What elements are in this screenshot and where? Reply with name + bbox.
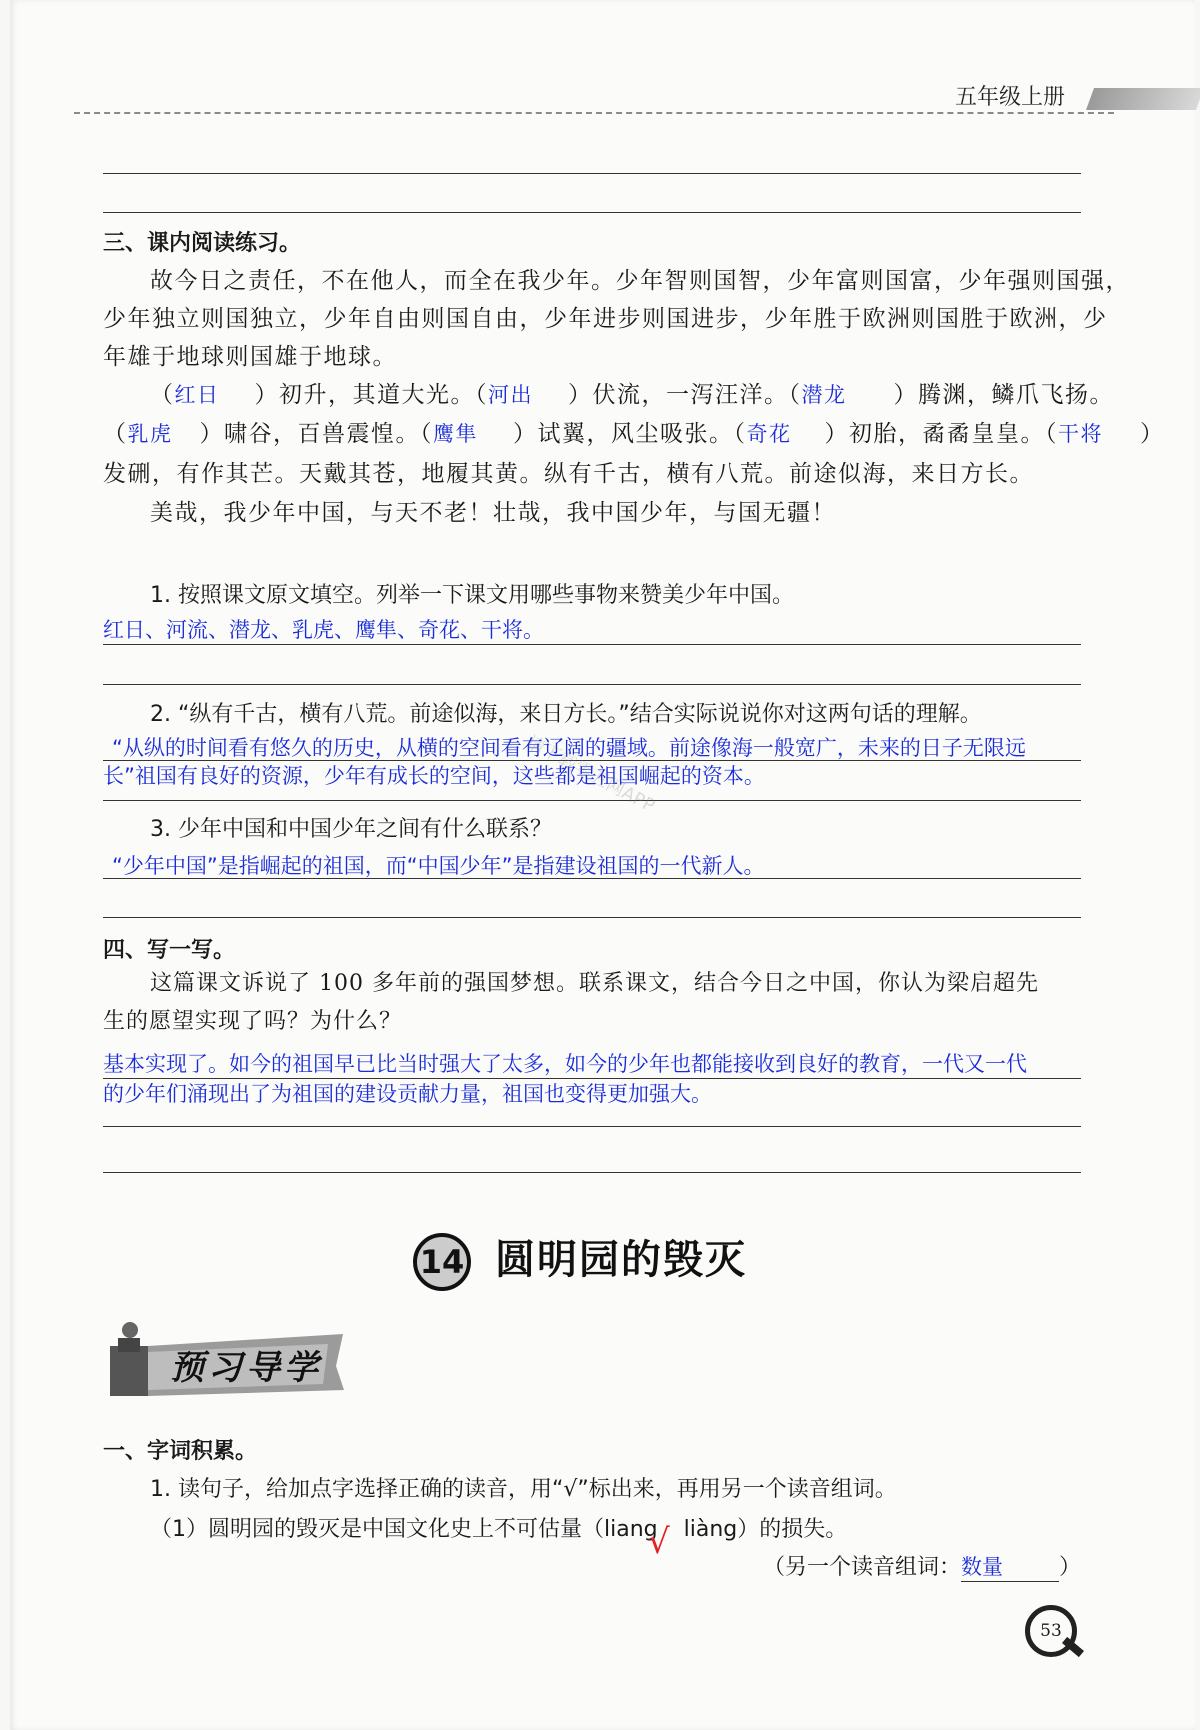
fill-blank[interactable]: 红日	[174, 383, 220, 407]
answer-line	[103, 878, 1081, 879]
header-rule	[74, 112, 1114, 114]
answer-2-line-1[interactable]: “从纵的时间看有悠久的历史，从横的空间看有辽阔的疆域。前途像海一般宽广，未来的日子无限远	[112, 736, 1026, 760]
passage-line: 少年独立则国独立，少年自由则国自由，少年进步则国进步，少年胜于欧洲则国胜于欧洲，少	[103, 306, 1108, 332]
pinyin-option[interactable]: liàng	[683, 1517, 738, 1542]
answer-3[interactable]: “少年中国”是指崛起的祖国，而“中国少年”是指建设祖国的一代新人。	[112, 854, 765, 878]
writing-answer-line-2[interactable]: 的少年们涌现出了为祖国的建设贡献力量，祖国也变得更加强大。	[103, 1082, 712, 1106]
pinyin-option[interactable]: liang	[604, 1517, 658, 1542]
passage-fill-line: （乳虎 ）啸谷，百兽震惶。（鹰隼 ）试翼，风尘吸张。（奇花 ）初胎，矞矞皇皇。（干将 ）	[103, 415, 1165, 453]
answer-line	[103, 1126, 1081, 1127]
check-mark: √	[648, 1522, 670, 1562]
answer-line	[103, 212, 1081, 213]
answer-line	[103, 684, 1081, 685]
fill-blank[interactable]: 乳虎	[127, 422, 173, 446]
page-number: 53	[1025, 1605, 1077, 1657]
answer-line	[103, 1078, 1081, 1079]
other-reading-word: （另一个读音组词：数量 ）	[763, 1550, 1081, 1582]
lesson-number-badge: 14	[413, 1233, 471, 1291]
answer-line	[103, 644, 1081, 645]
passage-line: 故今日之责任，不在他人，而全在我少年。少年智则国智，少年富则国富，少年强则国强，	[150, 268, 1130, 294]
writing-prompt: 这篇课文诉说了 100 多年前的强国梦想。联系课文，结合今日之中国，你认为梁启超先	[150, 971, 1039, 996]
fill-blank[interactable]: 奇花	[746, 422, 792, 446]
other-reading-answer[interactable]: 数量	[961, 1551, 1059, 1582]
writing-answer-line-1[interactable]: 基本实现了。如今的祖国早已比当时强大了太多，如今的少年也都能接收到良好的教育，一代又一代	[103, 1052, 1027, 1076]
question-2: 2. “纵有千古，横有八荒。前途似海，来日方长。”结合实际说说你对这两句话的理解。	[150, 702, 982, 727]
question-3: 3. 少年中国和中国少年之间有什么联系？	[150, 817, 552, 842]
section-heading-vocab: 一、字词积累。	[103, 1439, 258, 1464]
section-heading-writing: 四、写一写。	[103, 938, 236, 963]
answer-line	[103, 1172, 1081, 1173]
section-heading-reading: 三、课内阅读练习。	[103, 231, 302, 256]
fill-blank[interactable]: 河出	[488, 383, 533, 407]
answer-1[interactable]: 红日、河流、潜龙、乳虎、鹰隼、奇花、干将。	[103, 618, 544, 642]
vocab-item-1: （1）圆明园的毁灭是中国文化史上不可估量（liang liàng）的损失。	[150, 1517, 848, 1542]
passage-line: 美哉，我少年中国，与天不老！壮哉，我中国少年，与国无疆！	[150, 500, 836, 526]
header-tab-decoration	[1086, 88, 1200, 110]
preview-banner-label: 预习导学	[170, 1348, 322, 1388]
answer-line	[103, 917, 1081, 918]
writing-prompt: 生的愿望实现了吗？为什么？	[103, 1009, 403, 1034]
answer-2-line-2[interactable]: 长”祖国有良好的资源，少年有成长的空间，这些都是祖国崛起的资本。	[103, 764, 765, 788]
fill-blank[interactable]: 干将	[1058, 422, 1103, 446]
fill-blank[interactable]: 潜龙	[801, 383, 847, 407]
watermark: 请下载零五网APP	[522, 731, 658, 817]
passage-line: 发硎，有作其芒。天戴其苍，地履其黄。纵有千古，横有八荒。前途似海，来日方长。	[103, 461, 1034, 487]
passage-line: 年雄于地球则国雄于地球。	[103, 344, 397, 370]
fill-blank[interactable]: 鹰隼	[433, 422, 478, 446]
grade-label: 五年级上册	[955, 85, 1066, 110]
lesson-title: 圆明园的毁灭	[495, 1237, 747, 1283]
passage-fill-line: （红日 ）初升，其道大光。（河出 ）伏流，一泻汪洋。（潜龙 ）腾渊，鳞爪飞扬。	[150, 376, 1114, 414]
vocab-instruction: 1. 读句子，给加点字选择正确的读音，用“√”标出来，再用另一个读音组词。	[150, 1477, 897, 1502]
answer-line	[103, 173, 1081, 174]
question-1: 1. 按照课文原文填空。列举一下课文用哪些事物来赞美少年中国。	[150, 583, 794, 608]
answer-line	[103, 800, 1081, 801]
